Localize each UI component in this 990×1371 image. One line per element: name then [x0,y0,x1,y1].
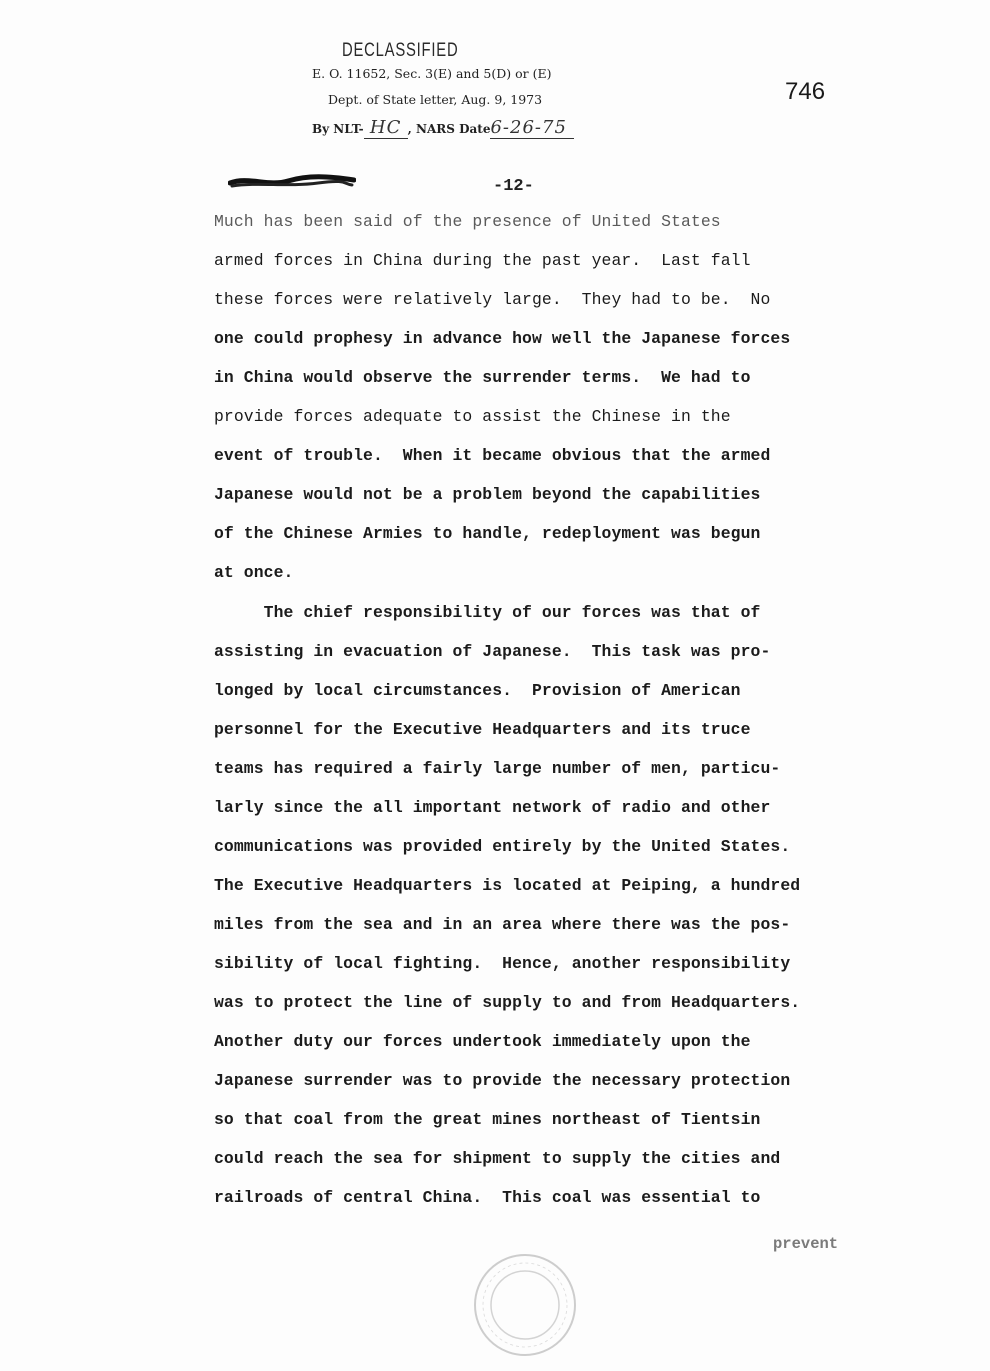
text-line: Another duty our forces undertook immediately upon the [214,1032,751,1051]
text-line: these forces were relatively large. They had to be. No [214,290,771,309]
by-label: By NLT- [312,122,364,136]
dept-letter-line: Dept. of State letter, Aug. 9, 1973 [328,92,543,107]
archive-seal-icon [470,1250,580,1360]
text-line: event of trouble. When it became obvious that the armed [214,446,771,465]
text-line: longed by local circumstances. Provision of American [214,681,741,700]
text-line: provide forces adequate to assist the Chinese in the [214,407,731,426]
text-line: could reach the sea for shipment to supply the cities and [214,1149,781,1168]
text-line: larly since the all important network of radio and other [214,798,771,817]
text-line: was to protect the line of supply to and from Headquarters. [214,993,801,1012]
text-line: Much has been said of the presence of United States [214,212,721,231]
text-line: The chief responsibility of our forces was that of [214,603,761,622]
text-line: of the Chinese Armies to handle, redeployment was begun [214,524,761,543]
text-line: sibility of local fighting. Hence, another responsibility [214,954,791,973]
text-line: armed forces in China during the past year. Last fall [214,251,751,270]
text-line: Japanese would not be a problem beyond the capabilities [214,485,761,504]
handwritten-page-number: 746 [785,78,826,105]
text-line: teams has required a fairly large number of men, particu- [214,759,781,778]
text-line: one could prophesy in advance how well the Japanese forces [214,329,791,348]
text-line: assisting in evacuation of Japanese. This task was pro- [214,642,771,661]
text-line: Japanese surrender was to provide the necessary protection [214,1071,791,1090]
text-line: miles from the sea and in an area where there was the pos- [214,915,791,934]
text-line: at once. [214,563,294,582]
nars-label: , NARS Date [407,122,491,136]
declassified-heading: DECLASSIFIED [342,40,459,61]
handwritten-date: 6-26-75 [490,117,574,139]
text-line: so that coal from the great mines northeast of Tientsin [214,1110,761,1129]
text-line: railroads of central China. This coal was essential to [214,1188,761,1207]
text-line: communications was provided entirely by the United States. [214,837,791,856]
next-page-catchword: prevent [773,1235,839,1253]
authorization-line [312,117,574,139]
page-marker: -12- [493,177,534,196]
executive-order-line: E. O. 11652, Sec. 3(E) and 5(D) or (E) [312,66,552,81]
text-line: The Executive Headquarters is located at Peiping, a hundred [214,876,801,895]
handwritten-initials: HC [364,117,408,139]
text-line: personnel for the Executive Headquarters and its truce [214,720,751,739]
struck-classification-mark [228,172,356,190]
text-line: in China would observe the surrender terms. We had to [214,368,751,387]
